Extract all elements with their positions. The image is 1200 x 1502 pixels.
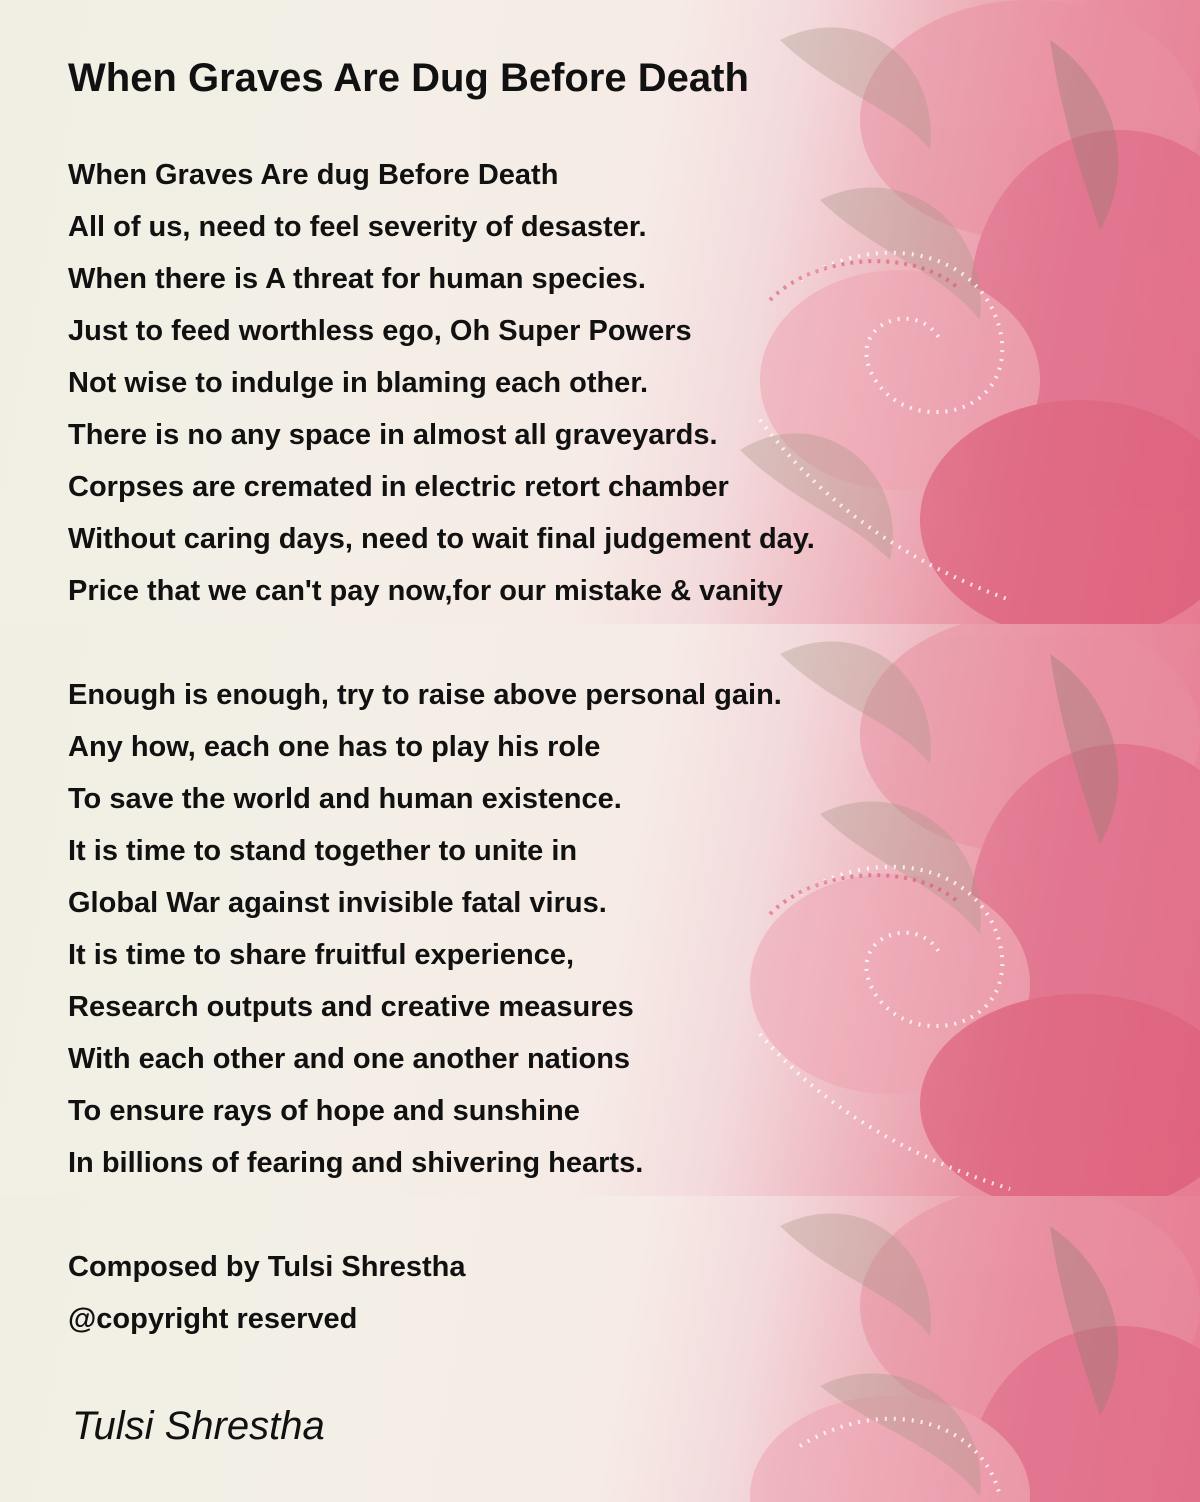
poem-line: Research outputs and creative measures	[68, 991, 634, 1023]
copyright-notice: @copyright reserved	[68, 1303, 358, 1335]
poem-line: There is no any space in almost all graveyards.	[68, 419, 718, 451]
poem-line: Not wise to indulge in blaming each other.	[68, 367, 649, 399]
poem-line: To save the world and human existence.	[68, 783, 622, 815]
poem-title: When Graves Are Dug Before Death	[68, 56, 749, 100]
stanza-3	[68, 1241, 465, 1345]
poem-line: All of us, need to feel severity of desaster.	[68, 211, 647, 243]
poem-line: When Graves Are dug Before Death	[68, 159, 559, 191]
stanza-2	[68, 669, 782, 1189]
poem-line: It is time to share fruitful experience,	[68, 939, 575, 971]
poem-line: With each other and one another nations	[68, 1043, 631, 1075]
poem-line: Any how, each one has to play his role	[68, 731, 601, 763]
poem-line: It is time to stand together to unite in	[68, 835, 578, 867]
poem-line: Without caring days, need to wait final judgement day.	[68, 523, 815, 555]
poem-line: In billions of fearing and shivering hearts.	[68, 1147, 644, 1179]
poem-line: Corpses are cremated in electric retort chamber	[68, 471, 729, 503]
composer-credit: Composed by Tulsi Shrestha	[68, 1251, 466, 1283]
poem-line: To ensure rays of hope and sunshine	[68, 1095, 580, 1127]
poem-line: When there is A threat for human species.	[68, 263, 646, 295]
stanza-1	[68, 149, 815, 617]
author-name: Tulsi Shrestha	[72, 1404, 325, 1448]
poem-line: Price that we can't pay now,for our mistake & vanity	[68, 575, 783, 607]
poem-line: Enough is enough, try to raise above personal gain.	[68, 679, 782, 711]
poem-line: Just to feed worthless ego, Oh Super Powers	[68, 315, 692, 347]
poem-line: Global War against invisible fatal virus.	[68, 887, 607, 919]
